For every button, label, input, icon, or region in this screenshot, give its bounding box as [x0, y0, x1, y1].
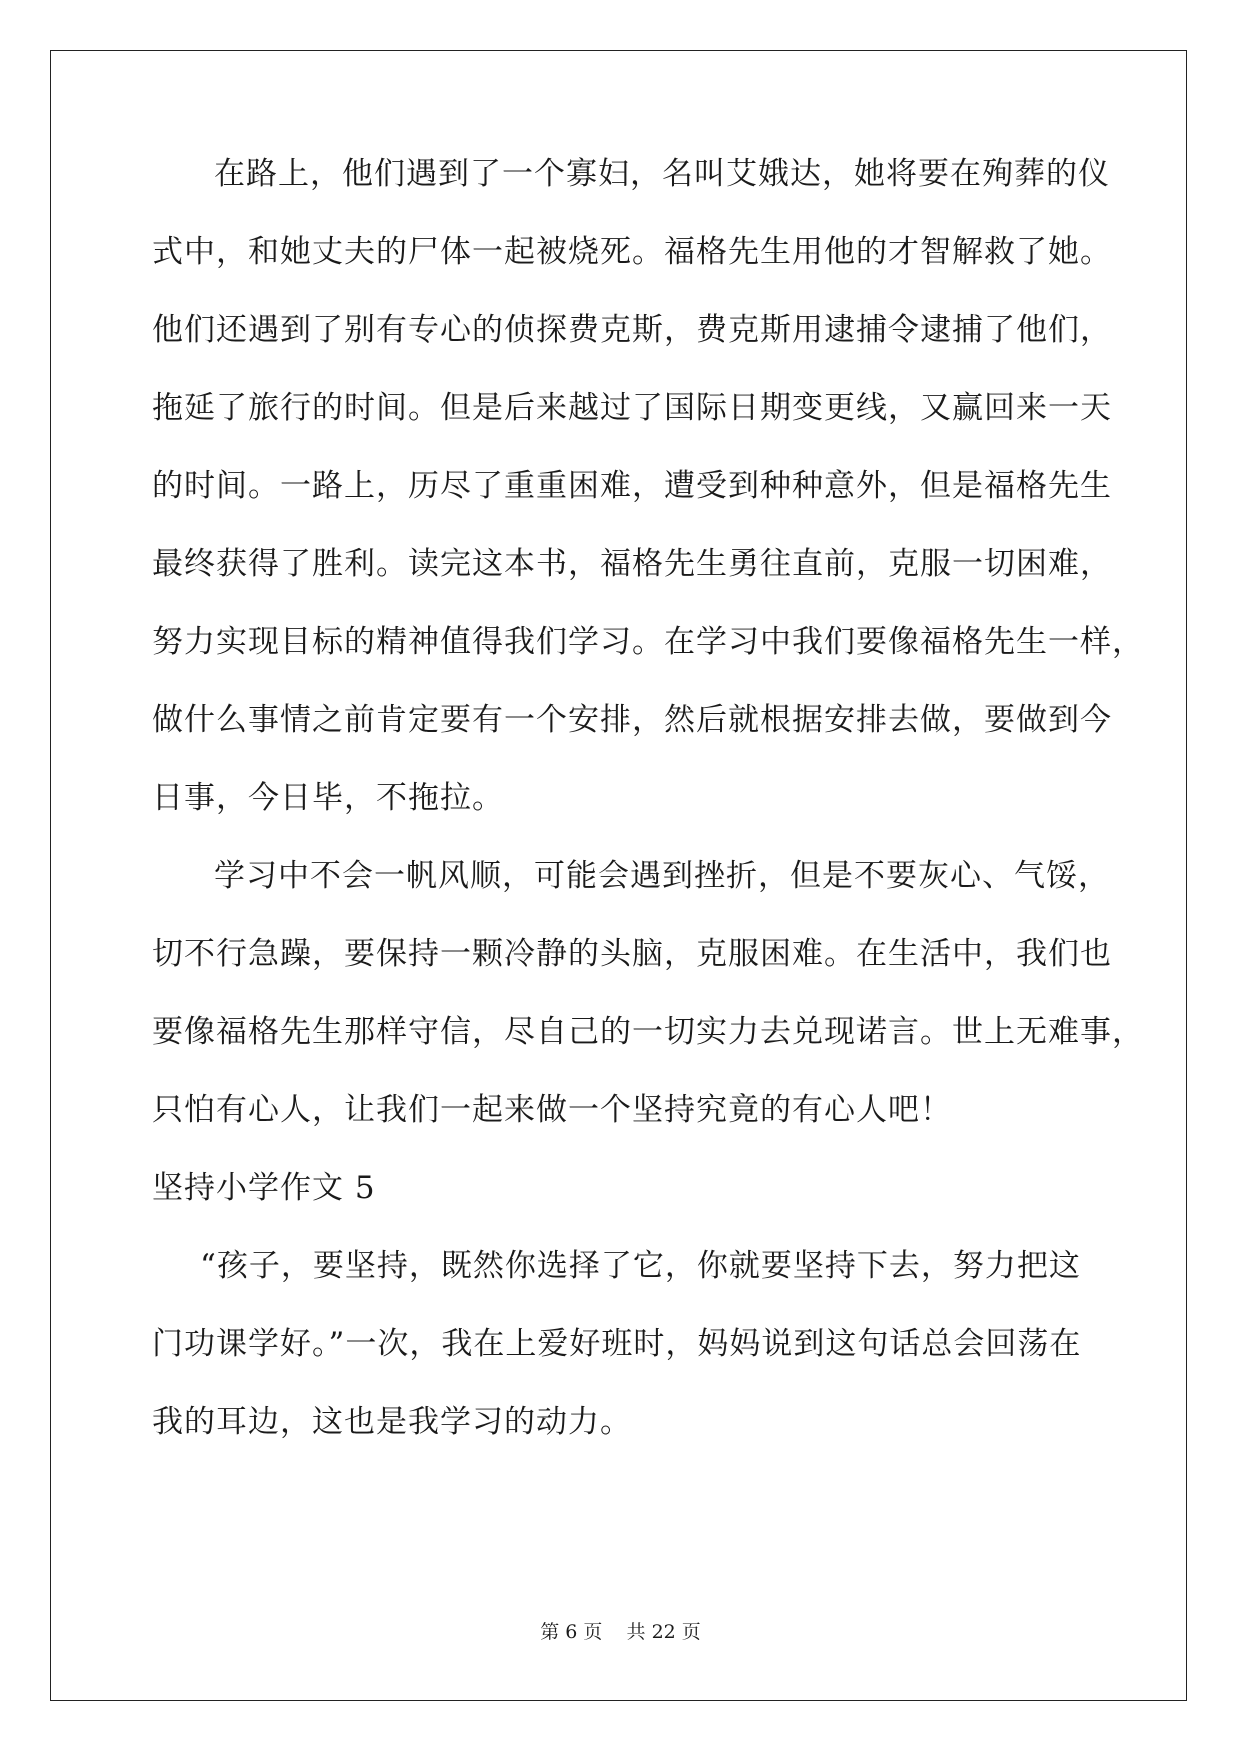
text-line: 他们还遇到了别有专心的侦探费克斯，费克斯用逮捕令逮捕了他们， — [152, 312, 1112, 348]
text-line: 在路上，他们遇到了一个寡妇，名叫艾娥达，她将要在殉葬的仪 — [214, 156, 1110, 192]
text-line: 做什么事情之前肯定要有一个安排，然后就根据安排去做，要做到今 — [152, 702, 1112, 738]
text-line: 努力实现目标的精神值得我们学习。在学习中我们要像福格先生一样， — [152, 624, 1144, 660]
text-line: 拖延了旅行的时间。但是后来越过了国际日期变更线，又赢回来一天 — [152, 390, 1112, 426]
text-line: “孩子，要坚持，既然你选择了它，你就要坚持下去，努力把这 — [200, 1248, 1081, 1284]
text-line: 日事，今日毕，不拖拉。 — [152, 780, 504, 816]
page-number: 第 6 页 共 22 页 — [540, 1621, 701, 1643]
text-line: 式中，和她丈夫的尸体一起被烧死。福格先生用他的才智解救了她。 — [152, 234, 1112, 270]
text-line: 我的耳边，这也是我学习的动力。 — [152, 1404, 632, 1440]
text-line: 只怕有心人，让我们一起来做一个坚持究竟的有心人吧！ — [152, 1092, 952, 1128]
text-line: 门功课学好。”一次，我在上爱好班时，妈妈说到这句话总会回荡在 — [152, 1326, 1082, 1362]
section-heading: 坚持小学作文 5 — [152, 1170, 376, 1206]
text-line: 切不行急躁，要保持一颗冷静的头脑，克服困难。在生活中，我们也 — [152, 936, 1112, 972]
text-line: 最终获得了胜利。读完这本书，福格先生勇往直前，克服一切困难， — [152, 546, 1112, 582]
text-line: 学习中不会一帆风顺，可能会遇到挫折，但是不要灰心、气馁， — [214, 858, 1110, 894]
text-line: 的时间。一路上，历尽了重重困难，遭受到种种意外，但是福格先生 — [152, 468, 1112, 504]
text-line: 要像福格先生那样守信，尽自己的一切实力去兑现诺言。世上无难事， — [152, 1014, 1144, 1050]
